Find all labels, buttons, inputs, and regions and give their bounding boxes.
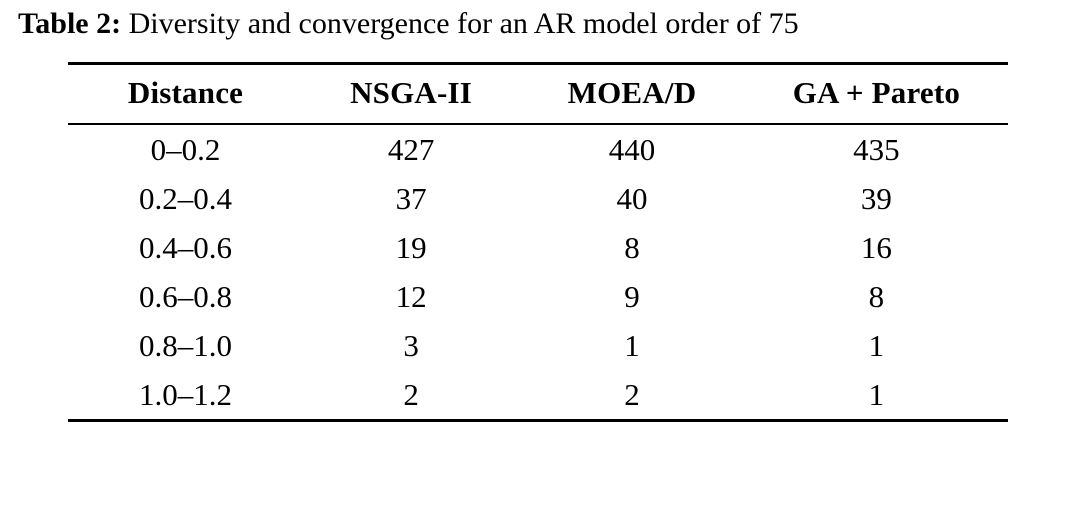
cell-nsga-ii: 37 [395, 181, 427, 216]
table-caption [0, 0, 1075, 42]
cell-moead: 440 [608, 132, 656, 167]
column-header-moead: MOEA/D [519, 64, 745, 125]
cell-nsga-ii: 3 [403, 328, 419, 363]
cell-nsga-ii: 12 [395, 279, 427, 314]
results-table [68, 62, 1008, 422]
cell-moead: 2 [519, 370, 745, 421]
cell-distance: 0.4–0.6 [139, 230, 232, 265]
caption-text: Diversity and convergence for an AR model order of 75 [128, 7, 799, 40]
cell-distance: 0.6–0.8 [139, 279, 232, 314]
cell-ga-pareto: 16 [860, 230, 892, 265]
table-header [68, 64, 1008, 125]
table-row [68, 321, 1008, 370]
cell-nsga-ii: 19 [395, 230, 427, 265]
column-header-ga-pareto: GA + Pareto [745, 64, 1008, 125]
cell-ga-pareto: 1 [745, 370, 1008, 421]
cell-ga-pareto: 8 [868, 279, 885, 314]
cell-ga-pareto: 39 [860, 181, 892, 216]
column-header-nsga-ii: NSGA-II [303, 64, 519, 125]
cell-moead: 8 [624, 230, 640, 265]
cell-distance: 1.0–1.2 [68, 370, 303, 421]
caption-label: Table 2: [18, 7, 122, 40]
cell-distance: 0.2–0.4 [139, 181, 232, 216]
cell-nsga-ii: 427 [387, 132, 435, 167]
table-row [68, 124, 1008, 174]
column-header-distance: Distance [68, 64, 303, 125]
table-row [68, 174, 1008, 223]
cell-moead: 40 [616, 181, 648, 216]
cell-moead: 9 [624, 279, 640, 314]
table-row [68, 223, 1008, 272]
table-row [68, 272, 1008, 321]
cell-nsga-ii: 2 [303, 370, 519, 421]
cell-distance: 0–0.2 [150, 132, 221, 167]
cell-ga-pareto: 435 [853, 132, 900, 167]
table-row [68, 370, 1008, 421]
cell-distance: 0.8–1.0 [139, 328, 232, 363]
table-body [68, 124, 1008, 421]
cell-moead: 1 [624, 328, 640, 363]
cell-ga-pareto: 1 [868, 328, 885, 363]
table-header-row [68, 64, 1008, 125]
